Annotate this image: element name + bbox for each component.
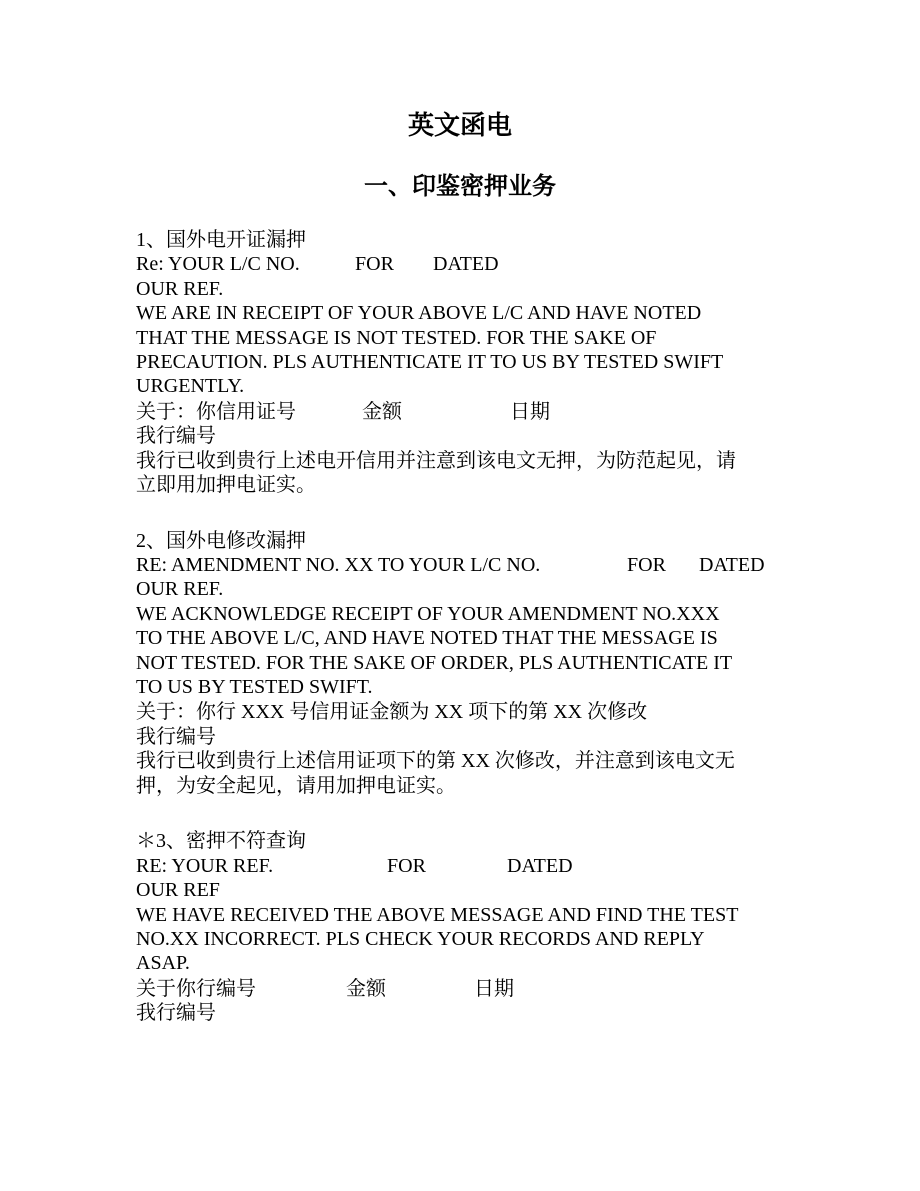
english-text-line: WE ARE IN RECEIPT OF YOUR ABOVE L/C AND HAVE NOTED <box>136 302 702 325</box>
date-label: 日期 <box>474 977 514 1000</box>
section-2 <box>136 529 786 797</box>
for-label: FOR <box>387 854 426 877</box>
our-ref-label: OUR REF. <box>136 277 224 300</box>
amount-label: 金额 <box>346 977 386 1000</box>
reference-line <box>136 252 786 276</box>
for-label: FOR <box>627 554 666 577</box>
english-text-line: THAT THE MESSAGE IS NOT TESTED. FOR THE SAKE OF <box>136 326 657 349</box>
about-label: 关于：你信用证号 <box>136 400 296 423</box>
english-text-line: WE HAVE RECEIVED THE ABOVE MESSAGE AND FIND THE TEST <box>136 903 739 926</box>
chinese-our-ref-label: 我行编号 <box>136 1002 216 1025</box>
chinese-text-line: 押，为安全起见，请用加押电证实。 <box>136 774 456 797</box>
section-3 <box>136 829 786 1024</box>
chinese-text-line: 立即用加押电证实。 <box>136 473 316 496</box>
chinese-text-line: 我行已收到贵行上述信用证项下的第 XX 次修改，并注意到该电文无 <box>136 750 735 773</box>
reference-line <box>136 553 786 577</box>
english-text-line: NOT TESTED. FOR THE SAKE OF ORDER, PLS AUTHENTICATE IT <box>136 651 733 674</box>
chinese-our-ref-label: 我行编号 <box>136 425 216 448</box>
re-label: RE: AMENDMENT NO. XX TO YOUR L/C NO. <box>136 554 541 577</box>
english-text-line: URGENTLY. <box>136 375 245 398</box>
english-text-line: ASAP. <box>136 952 190 975</box>
blank-line <box>136 496 786 520</box>
chinese-reference-line <box>136 976 786 1000</box>
re-label: Re: YOUR L/C NO. <box>136 253 300 276</box>
page-title: 英文函电 <box>407 111 512 140</box>
english-text-line: WE ACKNOWLEDGE RECEIPT OF YOUR AMENDMENT NO.XXX <box>136 602 720 625</box>
english-text-line: TO THE ABOVE L/C, AND HAVE NOTED THAT THE MESSAGE IS <box>136 627 718 650</box>
dated-label: DATED <box>433 253 499 276</box>
date-label: 日期 <box>510 400 550 423</box>
blank-line <box>136 797 786 821</box>
english-text-line: TO US BY TESTED SWIFT. <box>136 676 373 699</box>
page-subtitle: 一、印鉴密押业务 <box>364 174 556 200</box>
reference-line <box>136 854 786 878</box>
section-heading: ＊3、密押不符查询 <box>136 830 306 853</box>
chinese-text-line: 我行已收到贵行上述电开信用并注意到该电文无押，为防范起见，请 <box>136 449 736 472</box>
re-label: RE: YOUR REF. <box>136 854 274 877</box>
about-label: 关于你行编号 <box>136 977 256 1000</box>
chinese-reference-line: 关于：你行 XXX 号信用证金额为 XX 项下的第 XX 次修改 <box>136 701 648 724</box>
chinese-our-ref-label: 我行编号 <box>136 725 216 748</box>
amount-label: 金额 <box>362 400 402 423</box>
document-body <box>136 228 786 1025</box>
section-heading: 1、国外电开证漏押 <box>136 229 306 251</box>
chinese-reference-line <box>136 399 786 423</box>
our-ref-label: OUR REF. <box>136 578 224 601</box>
for-label: FOR <box>355 253 394 276</box>
english-text-line: PRECAUTION. PLS AUTHENTICATE IT TO US BY TESTED SWIFT <box>136 350 724 373</box>
dated-label: DATED <box>699 554 765 577</box>
english-text-line: NO.XX INCORRECT. PLS CHECK YOUR RECORDS AND REPLY <box>136 927 705 950</box>
section-1 <box>136 228 786 496</box>
section-heading: 2、国外电修改漏押 <box>136 529 306 552</box>
dated-label: DATED <box>507 854 573 877</box>
our-ref-label: OUR REF <box>136 879 220 902</box>
